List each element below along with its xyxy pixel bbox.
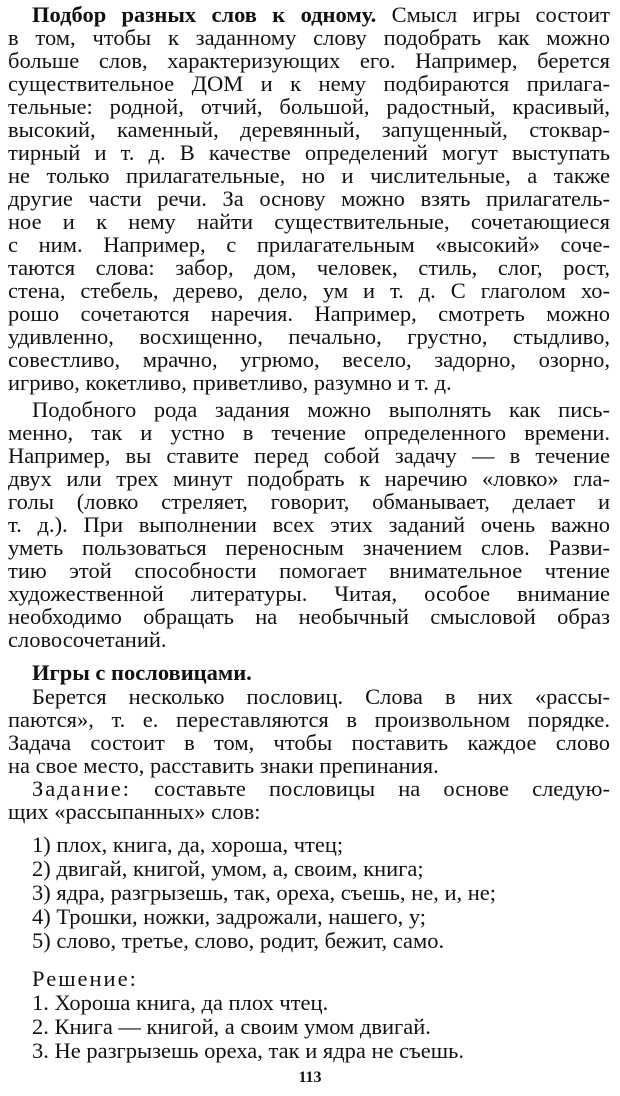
list-item: 4) Трошки, ножки, задрожали, нашего, у;: [32, 904, 427, 929]
paragraph-line: уметь пользоваться переносным значением слов. Разви-: [8, 535, 610, 560]
page-number: 113: [298, 1069, 322, 1086]
paragraph-line: другие части речи. За основу можно взять прилагатель-: [8, 186, 610, 211]
paragraph-line: высокий, каменный, деревянный, запущенный, стоквар-: [8, 117, 610, 142]
paragraph-line: паются», т. е. переставляются в произвольном порядке.: [8, 707, 610, 732]
paragraph-line: Например, вы ставите перед собой задачу — в течение: [8, 443, 610, 468]
paragraph-line: удивленно, восхищенно, печально, грустно, стыдливо,: [8, 324, 610, 349]
paragraph-line: тельные: родной, отчий, большой, радостный, красивый,: [8, 94, 610, 119]
paragraph-line: т. д.). При выполнении всех этих заданий очень важно: [8, 512, 610, 537]
paragraph-line: не только прилагательные, но и числительные, а также: [8, 163, 610, 188]
paragraph-line: совестливо, мрачно, угрюмо, весело, задорно, озорно,: [8, 347, 610, 372]
solution-item: 2. Книга — книгой, а своим умом двигай.: [32, 1014, 431, 1039]
paragraph-line: менно, так и устно в течение определенного времени.: [8, 420, 610, 445]
paragraph-line: художественной литературы. Читая, особое внимание: [8, 581, 610, 606]
paragraph-line: Подобного рода задания можно выполнять как пись-: [32, 397, 610, 422]
section-heading: Игры с пословицами.: [32, 660, 252, 685]
paragraph-line: щих «рассыпанных» слов:: [8, 799, 261, 824]
paragraph-line: в том, чтобы к заданному слову подобрать как можно: [8, 25, 610, 50]
solution-item: 1. Хороша книга, да плох чтец.: [32, 990, 329, 1015]
paragraph-line: Берется несколько пословиц. Слова в них «рассы-: [32, 684, 610, 709]
paragraph-line: рошо сочетаются наречия. Например, смотреть можно: [8, 301, 610, 326]
paragraph-line: существительное ДОМ и к нему подбираются прилага-: [8, 71, 610, 96]
paragraph-line: необходимо обращать на необычный смысловой образ: [8, 604, 610, 629]
paragraph-line: двух или трех минут подобрать к наречию «ловко» гла-: [8, 466, 610, 491]
list-item: 3) ядра, разгрызешь, так, ореха, съешь, не, и, не;: [32, 880, 497, 905]
paragraph-line: таются слова: забор, дом, человек, стиль, слог, рост,: [8, 255, 610, 280]
paragraph-line: Задание: составьте пословицы на основе следую-: [32, 776, 610, 801]
paragraph-line: Подбор разных слов к одному. Смысл игры состоит: [32, 2, 610, 27]
paragraph-line: игриво, кокетливо, приветливо, разумно и т. д.: [8, 370, 452, 395]
paragraph-line: стена, стебель, дерево, дело, ум и т. д. С глаголом хо-: [8, 278, 610, 303]
paragraph-line: больше слов, характеризующих его. Например, берется: [8, 48, 610, 73]
task-label: Задание:: [32, 776, 132, 801]
solution-item: 3. Не разгрызешь ореха, так и ядра не съешь.: [32, 1038, 464, 1063]
paragraph-line: словосочетаний.: [8, 627, 167, 652]
paragraph-line: голы (ловко стреляет, говорит, обманывает, делает и: [8, 489, 610, 514]
list-item: 2) двигай, книгой, умом, а, своим, книга;: [32, 856, 424, 881]
paragraph-line: ное и к нему найти существительные, сочетающиеся: [8, 209, 610, 234]
paragraph-heading: Подбор разных слов к одному.: [32, 2, 377, 27]
paragraph-line: на свое место, расставить знаки препинания.: [8, 753, 439, 778]
list-item: 1) плох, книга, да, хороша, чтец;: [32, 832, 344, 857]
paragraph-line: тирный и т. д. В качестве определений могут выступать: [8, 140, 610, 165]
solution-label: Решение:: [32, 966, 138, 991]
list-item: 5) слово, третье, слово, родит, бежит, само.: [32, 928, 445, 953]
paragraph-line: с ним. Например, с прилагательным «высокий» соче-: [8, 232, 610, 257]
paragraph-line: тию этой способности помогает внимательное чтение: [8, 558, 610, 583]
paragraph-line: Задача состоит в том, чтобы поставить каждое слово: [8, 730, 610, 755]
